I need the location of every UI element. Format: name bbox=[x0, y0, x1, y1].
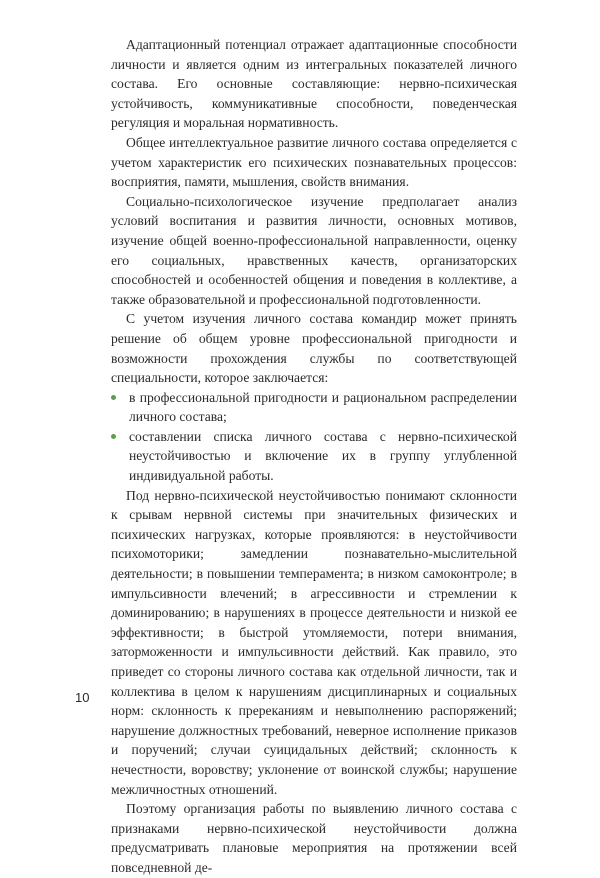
paragraph-socio-psychological-study: Социально-психологическое изучение предполагает анализ условий воспитания и развития личности, основных мотивов, изучение общей военно-профессиональной направленности, оценку его социальных, нравственных качеств, организаторских способностей и особенностей общения и поведения в коллективе, а также образовательной и профессиональной подготовленности. bbox=[111, 193, 517, 307]
paragraph-adaptation-potential: Адаптационный потенциал отражает адаптационные способности личности и является одним из интегральных показателей личного состава. Его основные составляющие: нервно-психическая устойчивость, коммуникативные способности, поведенческая регуляция и моральная нормативность. bbox=[111, 37, 517, 131]
paragraph-organization-of-work: Поэтому организация работы по выявлению личного состава с признаками нервно-психической неустойчивости должна предусматривать плановые мероприятия на протяжении всей повседневной де- bbox=[111, 801, 517, 875]
green-dot-icon bbox=[111, 395, 116, 400]
body-text bbox=[111, 35, 517, 878]
list-item-text: составлении списка личного состава с нервно-психической неустойчивостью и включение их в группу углубленной индивидуальной работы. bbox=[129, 428, 517, 484]
paragraph-neuropsychic-instability: Под нервно-психической неустойчивостью понимают склонности к срывам нервной системы при значительных физических и психических нагрузках, которые проявляются: в неустойчивости психомоторики; замедлении познавательно-мыслительной деятельности; в повышении темперамента; в низком самоконтроле; в импульсивности влечений; в агрессивности и стремлении к доминированию; в нарушениях в процессе деятельности и низкой ее эффективности; в быстрой утомляемости, потери внимания, заторможенности и импульсивности действий. Как правило, это приведет со стороны личного состава как отдельной личности, так и коллектива в целом к нарушениям дисциплинарных и социальных норм: склонность к пререканиям и невыполнению распоряжений; нарушение должностных требований, неверное исполнение приказов и поручений; случаи суицидальных действий; склонность к нечестности, воровству; уклонение от воинской службы; нарушение межличностных отношений. bbox=[111, 487, 517, 797]
list-item bbox=[111, 388, 517, 427]
list-item bbox=[111, 427, 517, 486]
paragraph-intellectual-development: Общее интеллектуальное развитие личного состава определяется с учетом характеристик его психических познавательных процессов: восприятия, памяти, мышления, свойств внимания. bbox=[111, 134, 517, 190]
paragraph-commander-decision: С учетом изучения личного состава командир может принять решение об общем уровне профессиональной пригодности и возможности прохождения службы по соответствующей специальности, которое заключается: bbox=[111, 311, 517, 386]
list-item-text: в профессиональной пригодности и рациональном распределении личного состава; bbox=[129, 389, 517, 425]
bullet-list bbox=[111, 388, 517, 486]
green-dot-icon bbox=[111, 434, 116, 439]
page-number: 10 bbox=[75, 690, 90, 705]
